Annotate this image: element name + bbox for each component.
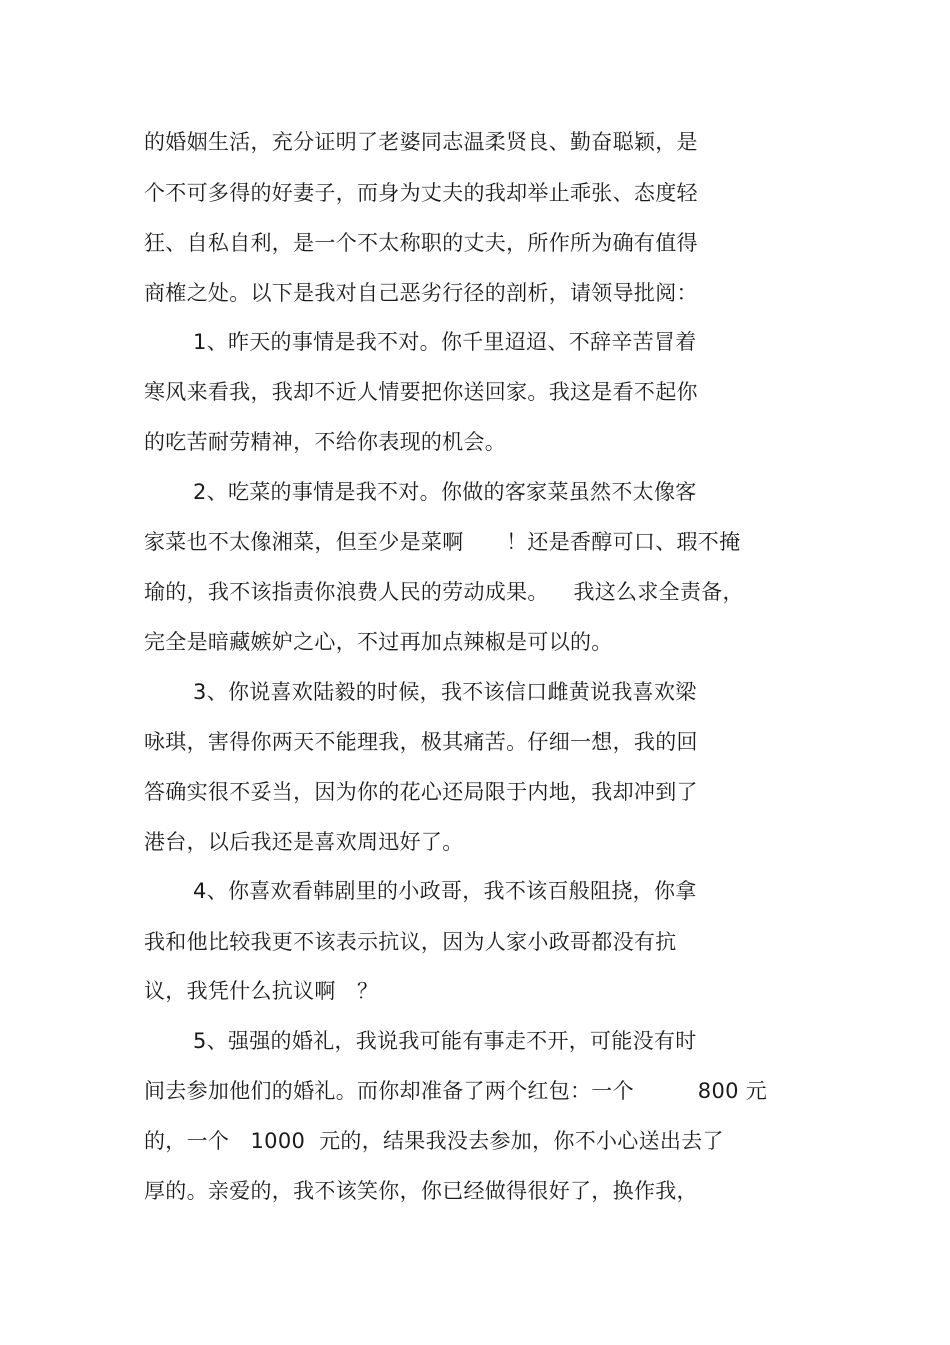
text-line: 间去参加他们的婚礼。而你却准备了两个红包：一个 800 元 bbox=[144, 1079, 768, 1103]
paragraph-5-start: 5、强强的婚礼，我说我可能有事走不开，可能没有时 bbox=[193, 1029, 697, 1053]
text-line: 港台，以后我还是喜欢周迅好了。 bbox=[144, 830, 464, 854]
text-line: 的婚姻生活，充分证明了老婆同志温柔贤良、勤奋聪颖，是 bbox=[144, 130, 698, 154]
text-line: 个不可多得的好妻子，而身为丈夫的我却举止乖张、态度轻 bbox=[144, 181, 698, 205]
text-line: 的，一个 1000 元的，结果我没去参加，你不小心送出去了 bbox=[144, 1129, 724, 1153]
text-line: 的吃苦耐劳精神，不给你表现的机会。 bbox=[144, 430, 507, 454]
paragraph-3-start: 3、你说喜欢陆毅的时候，我不该信口雌黄说我喜欢梁 bbox=[193, 680, 697, 704]
paragraph-4-start: 4、你喜欢看韩剧里的小政哥，我不该百般阻挠，你拿 bbox=[193, 879, 697, 903]
text-line: 商榷之处。以下是我对自己恶劣行径的剖析，请领导批阅： bbox=[144, 281, 698, 305]
paragraph-2-start: 2、吃菜的事情是我不对。你做的客家菜虽然不太像客 bbox=[193, 480, 697, 504]
text-line: 家菜也不太像湘菜，但至少是菜啊 ！还是香醇可口、瑕不掩 bbox=[144, 530, 741, 554]
paragraph-1-start: 1、昨天的事情是我不对。你千里迢迢、不辞辛苦冒着 bbox=[193, 330, 697, 354]
text-line: 厚的。亲爱的，我不该笑你，你已经做得很好了，换作我， bbox=[144, 1179, 698, 1203]
text-line: 答确实很不妥当，因为你的花心还局限于内地，我却冲到了 bbox=[144, 780, 698, 804]
text-line: 瑜的，我不该指责你浪费人民的劳动成果。 我这么求全责备， bbox=[144, 580, 744, 604]
text-line: 咏琪，害得你两天不能理我，极其痛苦。仔细一想，我的回 bbox=[144, 730, 698, 754]
text-line: 我和他比较我更不该表示抗议，因为人家小政哥都没有抗 bbox=[144, 930, 677, 954]
text-line: 完全是暗藏嫉妒之心，不过再加点辣椒是可以的。 bbox=[144, 630, 613, 654]
text-line: 狂、自私自利，是一个不太称职的丈夫，所作所为确有值得 bbox=[144, 231, 698, 255]
text-line: 议，我凭什么抗议啊 ？ bbox=[144, 979, 379, 1003]
text-line: 寒风来看我，我却不近人情要把你送回家。我这是看不起你 bbox=[144, 380, 698, 404]
